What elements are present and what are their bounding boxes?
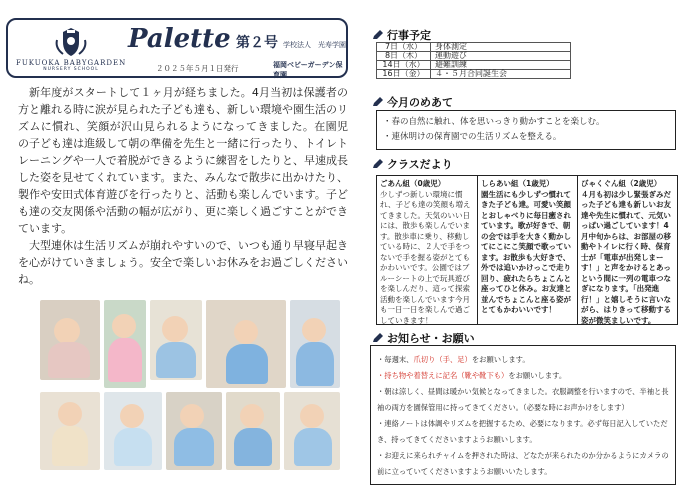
logo-text: FUKUOKA BABYGARDEN (16, 59, 127, 67)
schedule-event: 身体測定 (431, 43, 571, 52)
schedule-date: 16日（金） (377, 70, 431, 79)
photo (166, 392, 222, 470)
class-name: ごあん組（0歳児） (380, 179, 446, 188)
pencil-icon (372, 97, 384, 107)
pencil-icon (372, 30, 384, 40)
pencil-icon (372, 159, 384, 169)
notice-item: ・朝は涼しく、昼間は暖かい気候となってきました。衣服調整を行いますので、半袖と長袖の両方を園保管用に持ってきてください。（必要な時にお声かけをします） (377, 387, 669, 412)
notice-highlight: 爪切り（手、足） (413, 355, 472, 364)
schedule-event: 運動遊び (431, 52, 571, 61)
org-name: 学校法人 光寿学園 (283, 41, 346, 49)
intro-paragraph-2: 大型連休は生活リズムが崩れやすいので、いつも通り早寝早起きを心がけていきましょう。安全で楽しいお休みをお過ごしくださいね。 (18, 239, 348, 286)
notices-heading-text: お知らせ・お願い (387, 332, 475, 345)
class-name: びゃくぐん組（2歳児） (581, 179, 662, 188)
photo (104, 392, 162, 470)
aim-item: ・連休明けの保育園での生活リズムを整える。 (383, 132, 562, 142)
notices-heading (372, 330, 475, 346)
class-name: しらあい組（1歳児） (481, 179, 554, 188)
nursery-name: 福岡ベビーガーデン保育園 (273, 61, 343, 79)
class-news-box (376, 175, 678, 325)
photo (40, 300, 100, 380)
notice-text: をお願いします。 (471, 355, 530, 364)
class-text: 園生活にも少しずつ慣れてきた子ども達。可愛い笑顔とおしゃべりに毎日癒されています。歌が好きで、朝の会では手を大きく動かしてにこにこ笑顔で歌っています。お散歩も大好きで、外では追いかけっこで走り回り、疲れたらちょこんと座ってひと休み。お友達と並んでちょこんと座る姿がとてもかわいいです！ (481, 189, 572, 314)
aim-item: ・春の自然に触れ、体を思いっきり動かすことを楽しむ。 (383, 117, 605, 127)
newsletter-title: Palette (128, 24, 231, 54)
crest-icon (53, 26, 89, 58)
classes-heading-text: クラスだより (387, 158, 453, 171)
class-column (377, 176, 477, 324)
photo (104, 300, 146, 388)
photo (40, 392, 100, 470)
notice-item (377, 368, 669, 384)
photo (150, 300, 202, 380)
schedule-heading (372, 27, 431, 43)
school-logo (16, 26, 126, 76)
classes-heading (372, 156, 453, 172)
notices-box (370, 345, 676, 485)
publication-date: ２０２５年５月１日発行 (156, 64, 239, 73)
issue-number: 第２号 (236, 35, 278, 51)
schedule-heading-text: 行事予定 (387, 29, 431, 42)
schedule-date: 14日（水） (377, 61, 431, 70)
notice-item (377, 352, 669, 368)
photo (206, 300, 286, 388)
photo (226, 392, 280, 470)
schedule-date: 7日（水） (377, 43, 431, 52)
class-text: 少しずつ新しい環境に慣れ、子ども達の笑顔も増えてきました。天気のいい日には、散歩も楽しんでいます。散歩車に乗り、移動している時に、２人で手をつないで手を握る姿がとてもかわいいです。公園ではブルーシートの上で玩具遊びを楽しんだり、這って探索活動を楽しんでいます今月も一日一日を楽しんで過ごしていきます！ (380, 189, 471, 325)
schedule-event: 避難訓練 (431, 61, 571, 70)
schedule-event: ４・５月合同誕生会 (431, 70, 571, 79)
notice-item: ・お迎えに来られチャイムを押された時は、どなたが来られたのか分かるようにカメラの前に立っていてくださいますようお願いいたします。 (377, 451, 669, 476)
photo (284, 392, 340, 470)
photo (290, 300, 340, 388)
class-text: ４月も初は少し緊張ぎみだった子ども達も新しいお友達や先生に慣れて、元気いっぱい過ごしています！4月中旬からは、お部屋の移動やトイレに行く時、保育士が「電車が出発しまーす！」と声をかけるとあっという間に一列の電車つなぎになります。「出発進行！」と嬉しそうに言いながら、はりきって移動する姿が微笑ましいです。 (581, 189, 671, 325)
class-column (578, 176, 677, 324)
aims-heading (372, 94, 453, 110)
schedule-date: 8日（木） (377, 52, 431, 61)
class-column (478, 176, 577, 324)
aims-box (376, 110, 676, 150)
aims-heading-text: 今月のめあて (387, 96, 453, 109)
newsletter-header (6, 18, 348, 78)
photo-collage (40, 300, 340, 470)
logo-sub: NURSERY SCHOOL (43, 67, 99, 72)
table-row (377, 70, 571, 79)
intro-text (18, 84, 348, 288)
notice-item: ・連絡ノートは体調やリズムを把握するため、必要になります。必ず毎日記入していただき、持ってきてくださいますようお願いします。 (377, 419, 668, 444)
notice-text: ・毎週末、 (377, 355, 414, 364)
notice-highlight: ・持ち物や着替えに記名（靴や靴下も） (377, 371, 509, 380)
schedule-table (376, 42, 571, 79)
intro-paragraph-1: 新年度がスタートして１ヶ月が経ちました。4月当初は保護者の方と離れる時に涙が見られた子ども達も、新しい環境や園生活のリズムに慣れ、笑顔が沢山見られるようになってきました。在園児の子ども達は進級して朝の準備を先生と一緒に行ったり、トイレトレーニングや一人で着脱ができるように練習をしたりと、早速成長した姿を見せてくれています。また、みんなで散歩に出かけたり、製作や安田式体育遊びを行ったりと、活動も楽しんでいます。子ども達の交友関係や活動の幅が広がり、更に楽しく過ごすことができています。 (18, 86, 348, 235)
notice-text: をお願いします。 (508, 371, 567, 380)
pencil-icon (372, 333, 384, 343)
